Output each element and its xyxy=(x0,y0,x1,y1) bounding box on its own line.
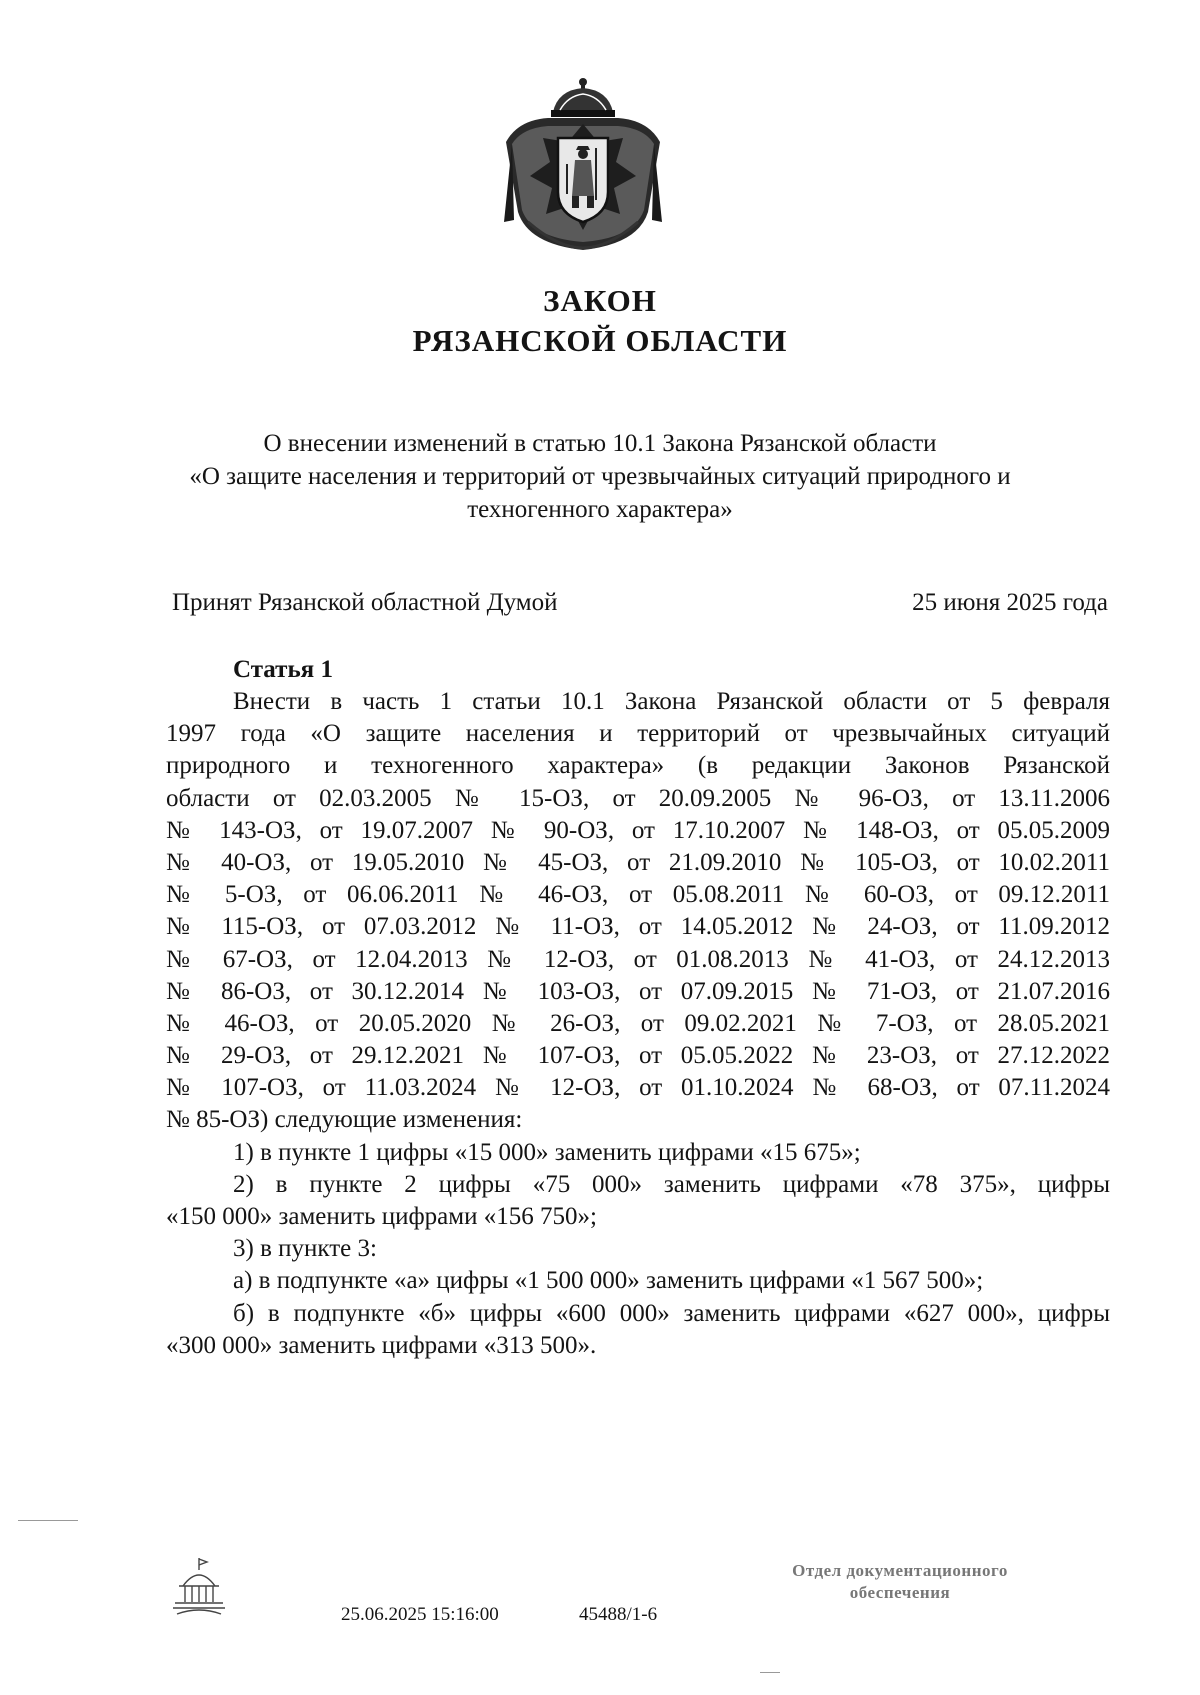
amendment-item-3: 3) в пункте 3: xyxy=(233,1235,377,1263)
amendment-item-1: 1) в пункте 1 цифры «15 000» заменить цифрами «15 675»; xyxy=(233,1138,861,1166)
paragraph-line: № 107-ОЗ, от 11.03.2024 № 12-ОЗ, от 01.10.2024 № 68-ОЗ, от 07.11.2024 xyxy=(166,1074,1110,1102)
article-heading: Статья 1 xyxy=(233,656,333,683)
amendment-item-3b-cont: «300 000» заменить цифрами «313 500». xyxy=(166,1331,597,1359)
department-stamp xyxy=(735,1560,1065,1604)
registration-number: 45488/1-6 xyxy=(579,1604,658,1625)
paragraph-line: № 46-ОЗ, от 20.05.2020 № 26-ОЗ, от 09.02.2021 № 7-ОЗ, от 28.05.2021 xyxy=(166,1009,1110,1037)
paragraph-line: Внести в часть 1 статьи 10.1 Закона Рязанской области от 5 февраля xyxy=(233,688,1110,715)
law-subtitle xyxy=(150,427,1050,526)
amendment-item-2: 2) в пункте 2 цифры «75 000» заменить цифрами «78 375», цифры xyxy=(233,1170,1110,1198)
amendment-item-2-cont: «150 000» заменить цифрами «156 750»; xyxy=(166,1203,597,1230)
subtitle-line: О внесении изменений в статью 10.1 Закона Рязанской области xyxy=(263,430,937,457)
stamp-line: Отдел документационного xyxy=(792,1561,1008,1580)
paragraph-line: № 85-ОЗ) следующие изменения: xyxy=(166,1106,523,1134)
paragraph-line: природного и техногенного характера» (в редакции Законов Рязанской xyxy=(166,752,1110,780)
amendment-item-3a: а) в подпункте «а» цифры «1 500 000» заменить цифрами «1 567 500»; xyxy=(233,1267,984,1295)
adopted-by: Принят Рязанской областной Думой xyxy=(172,589,558,616)
paragraph-line: № 5-ОЗ, от 06.06.2011 № 46-ОЗ, от 05.08.2011 № 60-ОЗ, от 09.12.2011 xyxy=(166,881,1110,909)
adoption-date: 25 июня 2025 года xyxy=(912,589,1108,616)
duma-building-logo-icon xyxy=(171,1556,227,1618)
paragraph-line: области от 02.03.2005 № 15-ОЗ, от 20.09.2005 № 96-ОЗ, от 13.11.2006 xyxy=(166,784,1110,812)
stamp-line: обеспечения xyxy=(849,1583,951,1602)
subtitle-line: техногенного характера» xyxy=(467,496,733,523)
scan-mark xyxy=(18,1520,78,1521)
paragraph-line: № 86-ОЗ, от 30.12.2014 № 103-ОЗ, от 07.09.2015 № 71-ОЗ, от 21.07.2016 xyxy=(166,977,1110,1005)
paragraph-line: № 115-ОЗ, от 07.03.2012 № 11-ОЗ, от 14.05.2012 № 24-ОЗ, от 11.09.2012 xyxy=(166,913,1110,941)
paragraph-line: № 143-ОЗ, от 19.07.2007 № 90-ОЗ, от 17.10.2007 № 148-ОЗ, от 05.05.2009 xyxy=(166,816,1110,844)
scan-mark xyxy=(760,1672,780,1673)
article-body xyxy=(166,686,1110,1362)
law-title: ЗАКОН xyxy=(543,283,657,318)
ryazan-coat-of-arms-icon xyxy=(498,72,668,258)
amendment-item-3b: б) в подпункте «б» цифры «600 000» заменить цифрами «627 000», цифры xyxy=(233,1299,1110,1327)
paragraph-line: 1997 года «О защите населения и территорий от чрезвычайных ситуаций xyxy=(166,720,1110,748)
paragraph-line: № 67-ОЗ, от 12.04.2013 № 12-ОЗ, от 01.08.2013 № 41-ОЗ, от 24.12.2013 xyxy=(166,945,1110,973)
subtitle-line: «О защите населения и территорий от чрезвычайных ситуаций природного и xyxy=(189,463,1011,490)
paragraph-line: № 29-ОЗ, от 29.12.2021 № 107-ОЗ, от 05.05.2022 № 23-ОЗ, от 27.12.2022 xyxy=(166,1042,1110,1070)
region-title: РЯЗАНСКОЙ ОБЛАСТИ xyxy=(412,323,788,358)
registration-datetime: 25.06.2025 15:16:00 xyxy=(341,1604,499,1625)
paragraph-line: № 40-ОЗ, от 19.05.2010 № 45-ОЗ, от 21.09.2010 № 105-ОЗ, от 10.02.2011 xyxy=(166,848,1110,876)
